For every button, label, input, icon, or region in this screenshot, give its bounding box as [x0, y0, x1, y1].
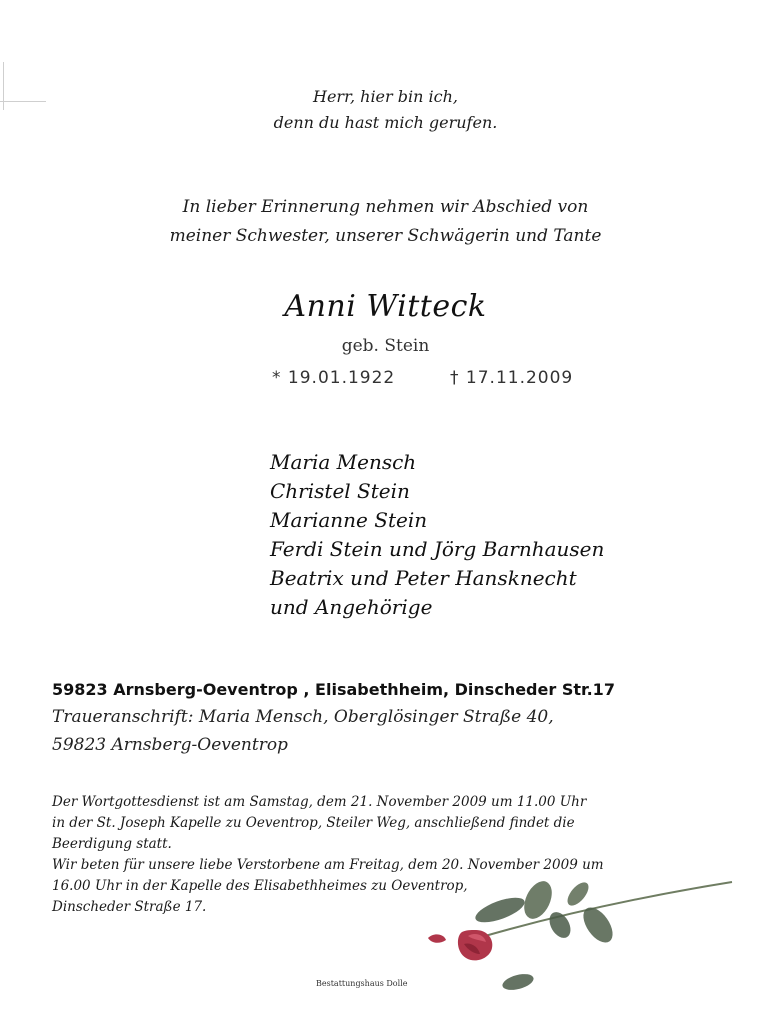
mourning-address-line-1: Traueranschrift: Maria Mensch, Oberglösinger Straße 40, — [52, 707, 554, 727]
bible-verse — [0, 84, 771, 136]
service-line: Dinscheder Straße 17. — [52, 899, 207, 915]
residence-address: 59823 Arnsberg-Oeventrop , Elisabethheim, Dinscheder Str.17 — [52, 680, 615, 699]
mourning-address-line-2: 59823 Arnsberg-Oeventrop — [52, 735, 288, 755]
birth-name: geb. Stein — [341, 336, 430, 356]
mourners-list — [270, 448, 604, 622]
death-date: † 17.11.2009 — [450, 368, 574, 388]
verse-line-1: Herr, hier bin ich, — [313, 87, 458, 106]
service-line: Beerdigung statt. — [52, 836, 172, 852]
service-line: Wir beten für unsere liebe Verstorbene am Freitag, dem 20. November 2009 um — [52, 857, 604, 873]
service-line: Der Wortgottesdienst ist am Samstag, dem 21. November 2009 um 11.00 Uhr — [52, 794, 587, 810]
mourning-address — [52, 703, 554, 759]
mourner-name: und Angehörige — [270, 595, 433, 619]
mourner-name: Maria Mensch — [270, 450, 417, 474]
verse-line-2: denn du hast mich gerufen. — [273, 113, 498, 132]
intro-line-1: In lieber Erinnerung nehmen wir Abschied von — [182, 197, 589, 217]
birth-date: * 19.01.1922 — [272, 368, 396, 388]
deceased-name: Anni Witteck — [284, 289, 487, 324]
intro-text — [0, 193, 771, 251]
intro-line-2: meiner Schwester, unserer Schwägerin und Tante — [169, 226, 602, 246]
rose-icon — [420, 870, 740, 1000]
service-line: in der St. Joseph Kapelle zu Oeventrop, Steiler Weg, anschließend findet die — [52, 815, 575, 831]
mourner-name: Marianne Stein — [270, 508, 428, 532]
mourner-name: Beatrix und Peter Hansknecht — [270, 566, 577, 590]
mourner-name: Ferdi Stein und Jörg Barnhausen — [270, 537, 605, 561]
service-line: 16.00 Uhr in der Kapelle des Elisabethheimes zu Oeventrop, — [52, 878, 468, 894]
mourner-name: Christel Stein — [270, 479, 410, 503]
undertaker-name: Bestattungshaus Dolle — [316, 979, 408, 988]
